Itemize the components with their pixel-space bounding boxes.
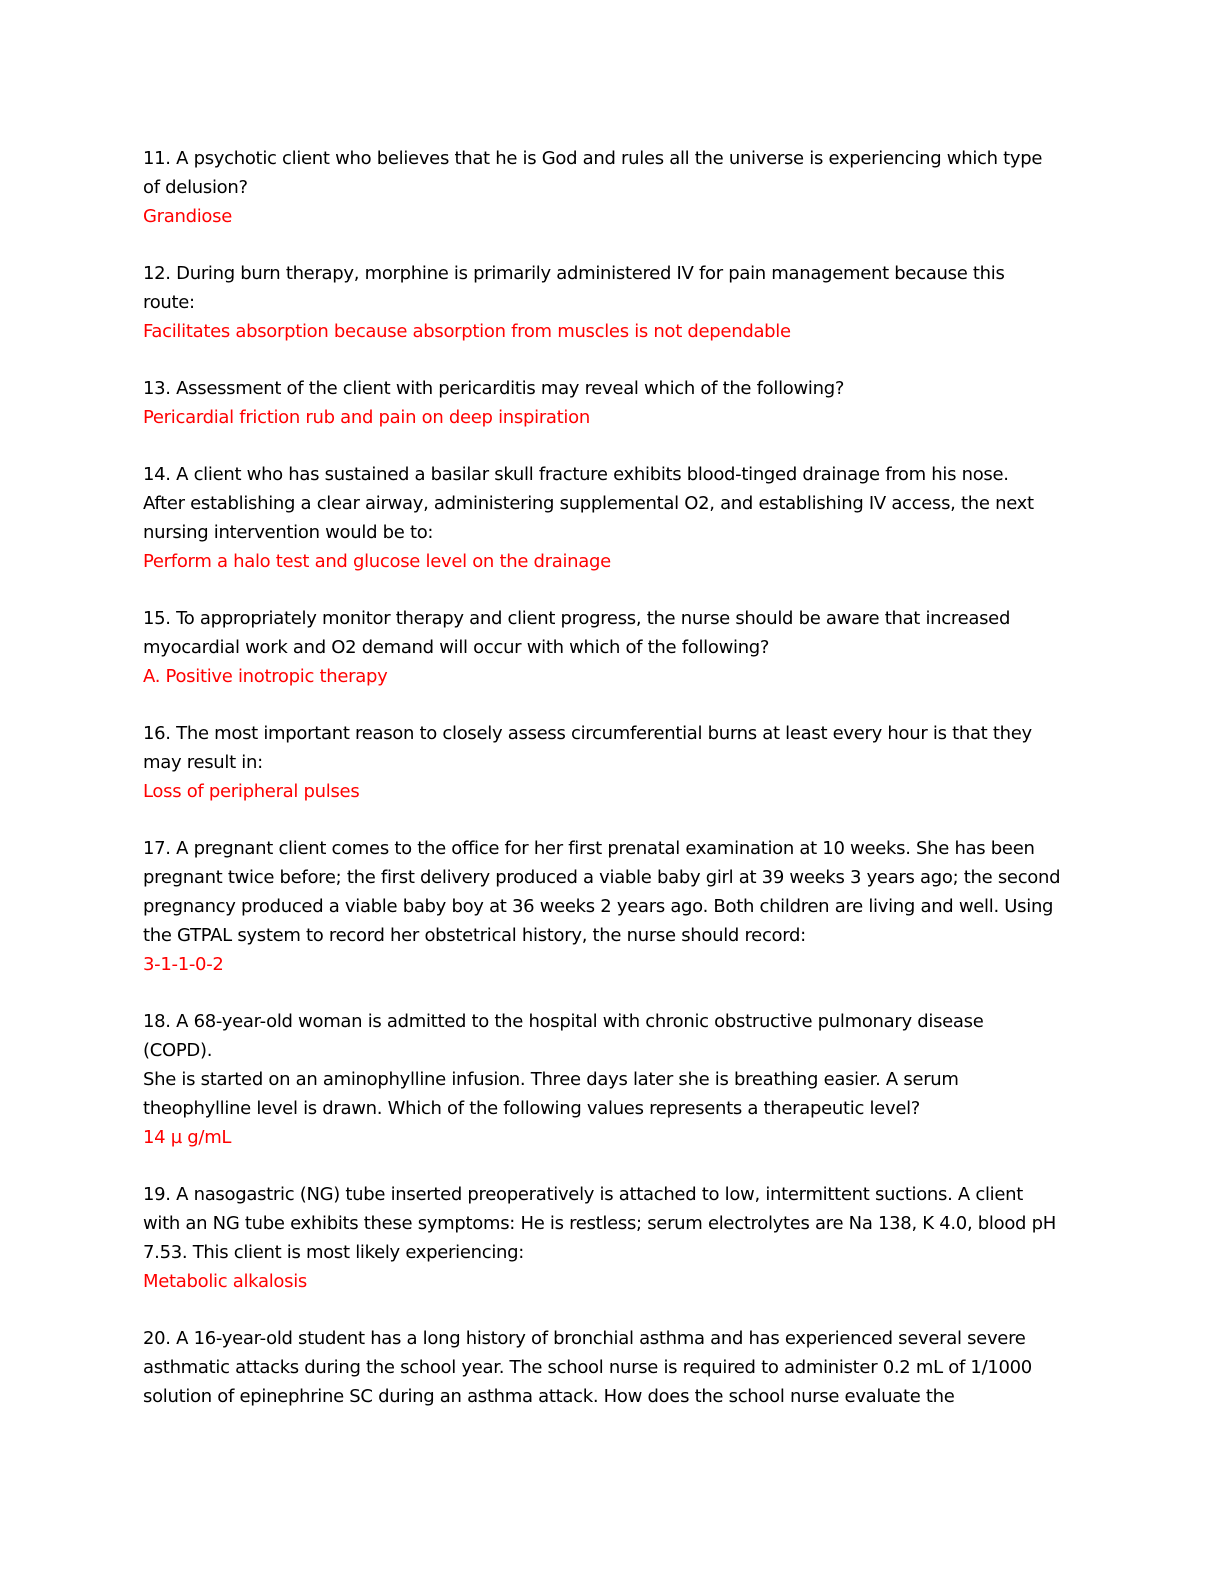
answer-text: Grandiose bbox=[143, 206, 232, 227]
question-block bbox=[143, 1007, 1083, 1152]
question-block bbox=[143, 719, 1083, 806]
question-text-line: 13. Assessment of the client with pericarditis may reveal which of the following? bbox=[143, 378, 845, 399]
question-text-line: myocardial work and O2 demand will occur with which of the following? bbox=[143, 637, 770, 658]
question-text-line: 14. A client who has sustained a basilar skull fracture exhibits blood-tinged drainage from his nose. bbox=[143, 464, 1009, 485]
answer-text: 14 µ g/mL bbox=[143, 1127, 232, 1148]
question-text-line: 7.53. This client is most likely experiencing: bbox=[143, 1242, 525, 1263]
question-text-line: (COPD). bbox=[143, 1040, 213, 1061]
answer-text: Perform a halo test and glucose level on the drainage bbox=[143, 551, 611, 572]
answer-text: Pericardial friction rub and pain on deep inspiration bbox=[143, 407, 590, 428]
document-page bbox=[143, 144, 1083, 1439]
question-text-line: 17. A pregnant client comes to the office for her first prenatal examination at 10 weeks. She has been bbox=[143, 838, 1035, 859]
question-text-line: theophylline level is drawn. Which of the following values represents a therapeutic level? bbox=[143, 1098, 921, 1119]
question-text-line: 12. During burn therapy, morphine is primarily administered IV for pain management because this bbox=[143, 263, 1005, 284]
question-text-line: of delusion? bbox=[143, 177, 248, 198]
answer-text: Metabolic alkalosis bbox=[143, 1271, 307, 1292]
question-block bbox=[143, 1180, 1083, 1296]
question-text-line: She is started on an aminophylline infusion. Three days later she is breathing easier. A serum bbox=[143, 1069, 959, 1090]
question-text-line: pregnant twice before; the first delivery produced a viable baby girl at 39 weeks 3 years ago; the second bbox=[143, 867, 1061, 888]
question-block bbox=[143, 1324, 1083, 1411]
question-text-line: 19. A nasogastric (NG) tube inserted preoperatively is attached to low, intermittent suctions. A client bbox=[143, 1184, 1024, 1205]
question-text-line: pregnancy produced a viable baby boy at 36 weeks 2 years ago. Both children are living and well. Using bbox=[143, 896, 1054, 917]
answer-text: Loss of peripheral pulses bbox=[143, 781, 360, 802]
answer-text: Facilitates absorption because absorption from muscles is not dependable bbox=[143, 321, 791, 342]
question-text-line: 16. The most important reason to closely assess circumferential burns at least every hour is that they bbox=[143, 723, 1032, 744]
question-text-line: nursing intervention would be to: bbox=[143, 522, 434, 543]
question-text-line: route: bbox=[143, 292, 195, 313]
question-text-line: with an NG tube exhibits these symptoms: He is restless; serum electrolytes are Na 138, K 4.0, blood pH bbox=[143, 1213, 1056, 1234]
question-text-line: After establishing a clear airway, administering supplemental O2, and establishing IV access, the next bbox=[143, 493, 1034, 514]
question-block bbox=[143, 144, 1083, 231]
question-block bbox=[143, 460, 1083, 576]
question-block bbox=[143, 604, 1083, 691]
question-text-line: 11. A psychotic client who believes that he is God and rules all the universe is experiencing which type bbox=[143, 148, 1043, 169]
question-block bbox=[143, 374, 1083, 432]
question-block bbox=[143, 259, 1083, 346]
question-text-line: asthmatic attacks during the school year. The school nurse is required to administer 0.2 mL of 1/1000 bbox=[143, 1357, 1032, 1378]
answer-text: A. Positive inotropic therapy bbox=[143, 666, 388, 687]
question-text-line: 15. To appropriately monitor therapy and client progress, the nurse should be aware that increased bbox=[143, 608, 1011, 629]
question-text-line: may result in: bbox=[143, 752, 263, 773]
question-text-line: solution of epinephrine SC during an asthma attack. How does the school nurse evaluate the bbox=[143, 1386, 955, 1407]
question-text-line: 18. A 68-year-old woman is admitted to the hospital with chronic obstructive pulmonary disease bbox=[143, 1011, 984, 1032]
question-text-line: the GTPAL system to record her obstetrical history, the nurse should record: bbox=[143, 925, 806, 946]
question-text-line: 20. A 16-year-old student has a long history of bronchial asthma and has experienced several severe bbox=[143, 1328, 1026, 1349]
question-block bbox=[143, 834, 1083, 979]
answer-text: 3-1-1-0-2 bbox=[143, 954, 224, 975]
